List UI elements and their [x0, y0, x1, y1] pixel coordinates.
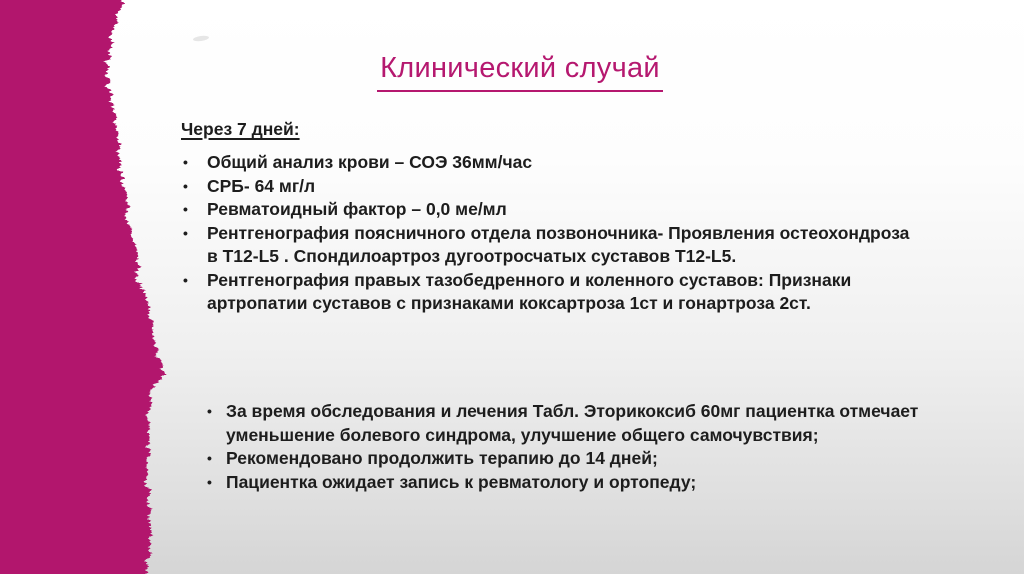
- bullet-icon: •: [207, 473, 212, 490]
- list-item: [183, 175, 943, 199]
- findings-list: [183, 151, 943, 316]
- bullet-line: артропатии суставов с признаками коксартроза 1ст и гонартроза 2ст.: [207, 293, 811, 313]
- bullet-line: Ревматоидный фактор – 0,0 ме/мл: [207, 199, 507, 219]
- bullet-icon: •: [183, 177, 188, 194]
- slide-title: Клинический случай: [377, 52, 663, 92]
- bullet-line: Рентгенография правых тазобедренного и коленного суставов: Признаки: [207, 269, 852, 290]
- bullet-line: Общий анализ крови – СОЭ 36мм/час: [207, 152, 533, 172]
- summary-list: [207, 400, 967, 494]
- subtitle-after-7-days: Через 7 дней:: [181, 119, 300, 139]
- bullet-icon: •: [207, 450, 212, 466]
- bullet-icon: •: [183, 224, 188, 241]
- list-item: [183, 151, 943, 175]
- list-item: [183, 269, 943, 316]
- bullet-line: Рентгенография поясничного отдела позвоночника- Проявления остеохондроза: [207, 222, 910, 243]
- list-item: [207, 447, 967, 471]
- bullet-icon: •: [183, 201, 188, 217]
- bullet-icon: •: [207, 403, 212, 419]
- bullet-line: в Т12-L5 . Спондилоартроз дугоотросчатых суставов Т12-L5.: [207, 246, 737, 266]
- title-area: [240, 52, 800, 92]
- bullet-line: За время обследования и лечения Табл. Эторикоксиб 60мг пациентка отмечает: [226, 401, 919, 421]
- bullet-line: Рекомендовано продолжить терапию до 14 дней;: [226, 448, 658, 468]
- bullet-icon: •: [183, 154, 188, 170]
- bullet-line: СРБ- 64 мг/л: [207, 175, 316, 196]
- list-item: [207, 400, 967, 447]
- bullet-line: Пациентка ожидает запись к ревматологу и ортопеду;: [226, 471, 697, 492]
- bullet-line: уменьшение болевого синдрома, улучшение общего самочувствия;: [226, 424, 819, 445]
- list-item: [183, 198, 943, 222]
- list-item: [183, 222, 943, 269]
- torn-edge-shape: [0, 0, 165, 574]
- bullet-icon: •: [183, 271, 188, 288]
- list-item: [207, 471, 967, 495]
